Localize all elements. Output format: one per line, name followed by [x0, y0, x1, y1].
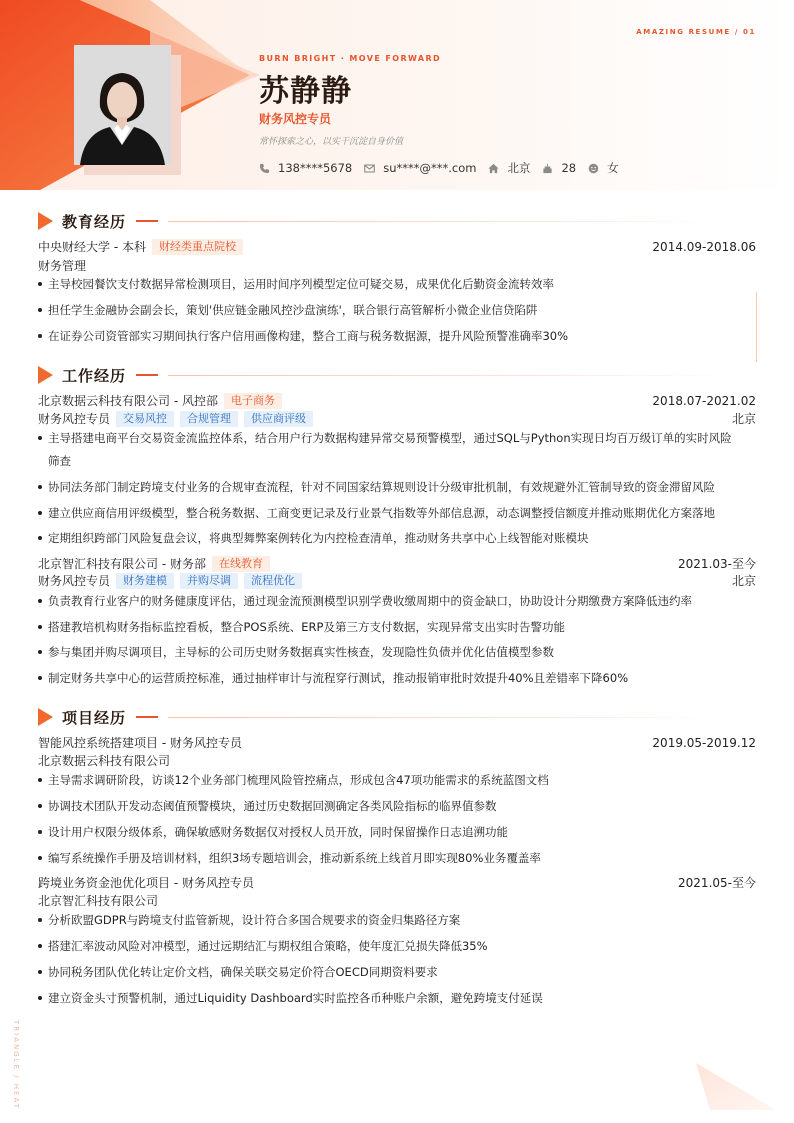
contact-age — [542, 161, 576, 175]
list-item: 在证券公司资管部实习期间执行客户信用画像构建，整合工商与税务数据源，提升风险预警准确率30% — [38, 325, 756, 347]
age: 28 — [561, 161, 577, 175]
education-header — [38, 238, 756, 255]
list-item: 主导搭建电商平台交易资金流监控体系，结合用户行为数据构建异常交易预警模型，通过SQL与Python实现日均百万级订单的实时风险 — [38, 427, 756, 449]
divider — [168, 375, 728, 376]
project-header — [38, 874, 756, 891]
list-item: 编写系统操作手册及培训材料，组织3场专题培训会，推动新系统上线首月即实现80%业务覆盖率 — [38, 847, 756, 869]
list-item: 负责教育行业客户的财务健康度评估，通过现金流预测模型识别学费收缴周期中的资金缺口，协助设计分期缴费方案降低违约率 — [38, 590, 756, 612]
section-education — [38, 211, 728, 231]
list-item: 制定财务共享中心的运营质控标准，通过抽样审计与流程穿行测试，推动报销审批时效提升40%且差错率下降60% — [38, 667, 756, 689]
list-item: 协同法务部门制定跨境支付业务的合规审查流程，针对不同国家结算规则设计分级审批机制，有效规避外汇管制导致的资金滞留风险 — [38, 476, 756, 498]
list-item: 搭建教培机构财务指标监控看板，整合POS系统、ERP及第三方支付数据，实现异常支出实时告警功能 — [38, 616, 756, 638]
divider — [136, 220, 158, 222]
slogan: BURN BRIGHT · MOVE FORWARD — [259, 54, 442, 63]
city: 北京 — [507, 161, 531, 175]
job-title: 财务风控专员 — [259, 112, 332, 126]
section-projects — [38, 707, 728, 727]
job-header — [38, 392, 756, 409]
section-title: 项目经历 — [62, 708, 127, 727]
list-item: 担任学生金融协会副会长，策划'供应链金融风控沙盘演练'，联合银行高管解析小微企业信贷陷阱 — [38, 299, 756, 321]
project-name: 跨境业务资金池优化项目 - 财务风控专员 — [38, 876, 254, 890]
role: 财务风控专员 — [38, 412, 111, 426]
side-tag: TRIANGLE / HEAT — [12, 1020, 20, 1110]
home-icon — [488, 163, 499, 174]
section-work — [38, 365, 728, 385]
phone-icon — [259, 163, 270, 174]
list-item: 分析欧盟GDPR与跨境支付监管新规，设计符合多国合规要求的资金归集路径方案 — [38, 909, 756, 931]
skill-tag: 流程优化 — [244, 573, 302, 589]
section-title: 工作经历 — [62, 366, 127, 385]
gender: 女 — [607, 161, 619, 175]
divider — [168, 717, 728, 718]
job-header — [38, 555, 756, 572]
section-title: 教育经历 — [62, 212, 127, 231]
list-item: 协同税务团队优化转让定价文档，确保关联交易定价符合OECD同期资料要求 — [38, 961, 756, 983]
contact-phone — [259, 161, 352, 175]
contact-city — [488, 160, 530, 176]
list-item: 参与集团并购尽调项目，主导标的公司历史财务数据真实性核查，发现隐性负债并优化估值模型参数 — [38, 641, 756, 663]
job-role-row — [38, 410, 756, 427]
job-city: 北京 — [731, 412, 756, 426]
job-role-row — [38, 572, 756, 589]
list-item: 定期组织跨部门风险复盘会议，将典型舞弊案例转化为内控检查清单，推动财务共享中心上线智能对账模块 — [38, 527, 756, 549]
company-name: 北京数据云科技有限公司 - 风控部 — [38, 394, 218, 408]
list-item: 主导需求调研阶段，访谈12个业务部门梳理风险管控痛点，形成包含47项功能需求的系统蓝图文档 — [38, 769, 756, 791]
skill-tag: 财务建模 — [116, 573, 174, 589]
education-date: 2014.09-2018.06 — [652, 239, 756, 254]
job-date: 2021.03-至今 — [678, 557, 756, 571]
cake-icon — [542, 163, 553, 174]
contact-email — [364, 161, 476, 175]
school-tag: 财经类重点院校 — [152, 239, 243, 255]
list-item: 建立供应商信用评级模型，整合税务数据、工商变更记录及行业景气指数等外部信息源，动态调整授信额度并推动账期优化方案落地 — [38, 502, 756, 524]
project-company: 北京智汇科技有限公司 — [38, 894, 159, 908]
divider — [136, 716, 158, 718]
list-item-continuation: 筛查 — [48, 454, 71, 468]
list-item: 设计用户权限分级体系，确保敏感财务数据仅对授权人员开放，同时保留操作日志追溯功能 — [38, 821, 756, 843]
avatar-photo — [74, 45, 171, 165]
divider — [136, 374, 158, 376]
job-date: 2018.07-2021.02 — [652, 393, 756, 408]
contact-gender — [588, 160, 619, 176]
mail-icon — [364, 163, 375, 174]
triangle-icon — [38, 366, 53, 384]
skill-tag: 供应商评级 — [244, 411, 313, 427]
role: 财务风控专员 — [38, 574, 111, 588]
triangle-icon — [38, 212, 53, 230]
project-company: 北京数据云科技有限公司 — [38, 754, 171, 768]
skill-tag: 合规管理 — [180, 411, 238, 427]
project-date: 2019.05-2019.12 — [652, 735, 756, 750]
smile-icon — [588, 163, 599, 174]
industry-tag: 电子商务 — [224, 393, 282, 409]
company-name: 北京智汇科技有限公司 - 财务部 — [38, 557, 206, 571]
phone-number: 138****5678 — [278, 161, 353, 175]
list-item: 建立资金头寸预警机制，通过Liquidity Dashboard实时监控各币种账户余额，避免跨境支付延误 — [38, 987, 756, 1009]
project-date: 2021.05-至今 — [678, 876, 756, 890]
contact-bar — [259, 160, 631, 176]
major: 财务管理 — [38, 259, 87, 273]
project-header — [38, 734, 756, 751]
industry-tag: 在线教育 — [212, 556, 270, 572]
email-address: su****@***.com — [383, 161, 477, 175]
project-name: 智能风控系统搭建项目 - 财务风控专员 — [38, 736, 242, 750]
triangle-icon — [38, 708, 53, 726]
list-item: 搭建汇率波动风险对冲模型，通过远期结汇与期权组合策略，使年度汇兑损失降低35% — [38, 935, 756, 957]
motto: 常怀探索之心，以实干沉淀自身价值 — [259, 137, 404, 147]
person-portrait-icon — [74, 45, 171, 165]
job-city: 北京 — [731, 574, 756, 588]
list-item: 协调技术团队开发动态阈值预警模块，通过历史数据回测确定各类风险指标的临界值参数 — [38, 795, 756, 817]
corner-tag: AMAZING RESUME / 01 — [636, 28, 756, 36]
skill-tag: 交易风控 — [116, 411, 174, 427]
skill-tag: 并购尽调 — [180, 573, 238, 589]
list-item: 主导校园餐饮支付数据异常检测项目，运用时间序列模型定位可疑交易，成果优化后勤资金流转效率 — [38, 273, 756, 295]
divider — [168, 221, 728, 222]
candidate-name: 苏静静 — [259, 74, 352, 109]
school-name: 中央财经大学 - 本科 — [38, 240, 146, 254]
